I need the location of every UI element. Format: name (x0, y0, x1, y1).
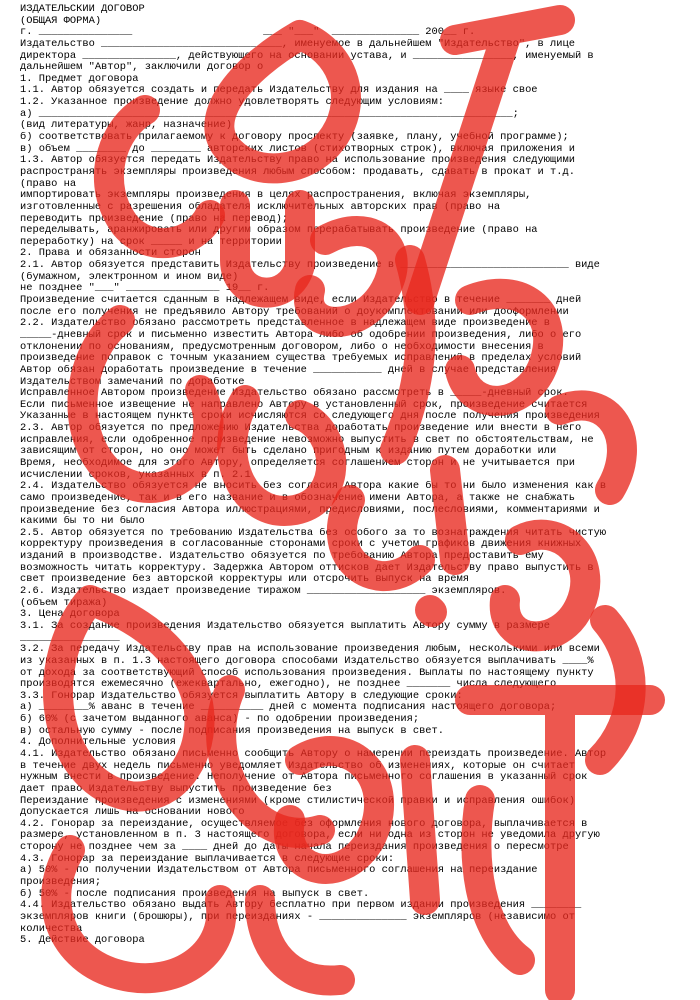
document-line: 3.3. Гонорар Издательство обязуется выплатить Автору в следующие сроки: (20, 690, 463, 702)
document-line: Издательство _____________________________, именуемое в дальнейшем "Издательство", в лице (20, 38, 575, 50)
document-line: 1. Предмет договора (20, 73, 139, 85)
document-line: 1.1. Автор обязуется создать и передать Издательству для издания на ____ языке свое (20, 85, 538, 97)
document-line: 4. Дополнительные условия (20, 737, 176, 749)
document-line: производятся ежемесячно (ежеквартально, ежегодно), не позднее _______ числа следующего (20, 679, 557, 691)
document-line: произведение без согласия Автора иллюстрациями, предисловиями, послесловиями, комментариями и (20, 504, 600, 516)
document-line: Указанные в настоящем пункте сроки исчисляются со следующего дня после получения произведения (20, 411, 600, 423)
document-line: отклонении по основаниям, предусмотренным договором, либо о необходимости внесения в (20, 341, 544, 353)
document-line: количества (20, 923, 83, 935)
document-line: само произведение, так и в его название и в обозначение имени Автора, а также не снабжать (20, 492, 575, 504)
document-line: 1.3. Автор обязуется передать Издательству право на использование произведения следующими (20, 155, 575, 167)
document-line: а) ________% аванс в течение __________ дней с момента подписания настоящего договора; (20, 702, 557, 714)
document-line: 2.3. Автор обязуется по предложению Издательства доработать произведение или внести в него (20, 423, 582, 435)
document-line: (вид литературы, жанр, назначение) (20, 120, 233, 132)
document-line: переработку) на срок _____ и на территории (20, 236, 282, 248)
document-line: (право на (20, 178, 77, 190)
document-line: переводить произведение (право на перевод); (20, 213, 289, 225)
document-line: в) объем ________ до ________ авторских листов (стихотворных строк), включая приложения и (20, 143, 575, 155)
document-line: Издательством замечаний по доработке (20, 376, 245, 388)
document-line: распространять экземпляры произведения любым способом: продавать, сдавать в прокат и т.д. (20, 166, 575, 178)
document-line: 2. Права и обязанности сторон (20, 248, 201, 260)
document-line: 3. Цена договора (20, 609, 120, 621)
document-line: Если письменное извещение не направлено Автору в установленный срок, произведение считается (20, 399, 588, 411)
document-line: переделывать, аранжировать или другим образом перерабатывать произведение (право на (20, 225, 538, 237)
document-line: свет произведение без авторской корректуры или отсрочить выпуск на время (20, 574, 469, 586)
document-line: 4.3. Гонорар за переиздание выплачивается в следующие сроки: (20, 853, 395, 865)
document-line: 5. Действие договора (20, 935, 145, 947)
document-line: не позднее "___" _______________ 19__ г. (20, 283, 270, 295)
document-line: допускается лишь на основании нового (20, 807, 245, 819)
document-line: а) ____________________________________________________________________________; (20, 108, 519, 120)
document-line: возможность читать корректуру. Задержка Автором оттисков дает Издательству право выпустить в (20, 562, 594, 574)
document-line: из указанных в п. 1.3 настоящего договора способами Издательство обязуется выплачивать ____% (20, 655, 594, 667)
document-line: 2.1. Автор обязуется представить Издательству произведение в ___________________________ виде (20, 260, 600, 272)
document-line: исчислении сроков, указанных в п. 2.1 (20, 469, 251, 481)
document-line: дает право Издательству выпустить произведение без (20, 783, 332, 795)
document-line: 3.1. За создание произведения Издательство обязуется выплатить Автору сумму в размере (20, 620, 551, 632)
document-line: 1.2. Указанное произведение должно удовлетворять следующим условиям: (20, 97, 445, 109)
document-line: 4.4. Издательство обязано выдать Автору бесплатно при первом издании произведения ________ (20, 900, 582, 912)
document-line: 2.5. Автор обязуется по требованию Издательства без особого за то вознаграждения читать чистую (20, 527, 607, 539)
document-line: б) соответствовать прилагаемому к договору проспекту (заявке, плану, учебной программе); (20, 132, 569, 144)
document-line: сторону не позднее чем за ____ дней до даты начала переиздания произведения о пересмотре (20, 842, 569, 854)
document-line: б) 50% - после подписания произведения на выпуск в свет. (20, 888, 370, 900)
document-line: Переиздание произведения с изменениями (кроме стилистической правки и исправления ошибок) (20, 795, 575, 807)
document-line: (бумажном, электронном и ином виде) (20, 271, 239, 283)
document-line: изготовленные с разрешения обладателя исключительных авторских прав (право на (20, 201, 501, 213)
document-line: какими бы то ни было (20, 516, 145, 528)
document-line: ________________ (20, 632, 120, 644)
document-line: импортировать экземпляры произведения в целях распространения, включая экземпляры, (20, 190, 532, 202)
document-line: корректуру произведения в согласованные сторонами сроки с учетом графиков движения книжных (20, 539, 582, 551)
document-line: Исправленное Автором произведение Издательство обязано рассмотреть в _____-дневный срок. (20, 388, 569, 400)
document-line: 2.4. Издательство обязуется не вносить без согласия Автора какие бы то ни было изменения как в (20, 481, 607, 493)
document-line: зависящим от сторон, но оно может быть сделано пригодным к изданию путем доработки или (20, 446, 557, 458)
document-line: _____-дневный срок и письменно известить Автора либо об одобрении произведения, либо о его (20, 329, 582, 341)
document-line: Автор обязан доработать произведение в течение ___________ дней в случае представления (20, 364, 557, 376)
document-line: изданий в производстве. Издательство обязуется по требованию Автора предоставить ему (20, 551, 544, 563)
document-line: 3.2. За передачу Издательству прав на использование произведения любым, несколькими или всеми (20, 644, 600, 656)
document-line: экземпляров книги (брошюры), при переизданиях - ______________ экземпляров (независимо от (20, 911, 575, 923)
document-line: (объем тиража) (20, 597, 108, 609)
document-line: 2.2. Издательство обязано рассмотреть представленное в надлежащем виде произведение в (20, 318, 551, 330)
document-line: директора _______________, действующего на основании устава, и ________________, именуемый в (20, 50, 594, 62)
document-line: исправления, если одобренное произведение невозможно выпустить в свет по обстоятельствам, не (20, 434, 594, 446)
document-line: дальнейшем "Автор", заключили договор о (20, 62, 264, 74)
document-line: в течение двух недель письменно уведомляет Издательство об изменениях, которые он считает (20, 760, 575, 772)
document-line: г. _______________ ___ "___" ______________ 200__ г. (20, 27, 476, 39)
document-line: (ОБЩАЯ ФОРМА) (20, 15, 102, 27)
document-line: нужным внести в произведение. Неполучение от Автора письменного соглашения в указанный срок (20, 772, 588, 784)
document-line: произведения; (20, 877, 102, 889)
document-line: 4.1. Издательство обязано письменно сообщить Автору о намерении переиздать произведение. Автор (20, 749, 607, 760)
document-line: размере, установленном в п. 3 настоящего договора, если ни одна из сторон не уведомила другую (20, 830, 600, 842)
document-line: а) 50% - по получении Издательством от Автора письменного соглашения на переиздание (20, 865, 538, 877)
document-line: 2.6. Издательство издает произведение тиражом ___________________ экземпляров. (20, 586, 507, 598)
document-line: ИЗДАТЕЛЬСКИЙ ДОГОВОР (20, 4, 145, 15)
document-line: Время, необходимое для этого Автору, определяется соглашением сторон и не учитывается при (20, 457, 575, 469)
document-line: произведение поправок с точным указанием существа требуемых исправлений в пределах условий (20, 353, 582, 365)
document-line: в) остальную сумму - после подписания произведения на выпуск в свет. (20, 725, 445, 737)
document-line: б) 60% (с зачетом выданного аванса) - по одобрении произведения; (20, 714, 420, 726)
document-line: от дохода за соответствующий способ использования произведения. Выплаты по настоящему пункту (20, 667, 594, 679)
document-line: 4.2. Гонорар за переиздание, осуществляемое без оформления нового договора, выплачивается в (20, 818, 588, 830)
document-line: после его получения не предъявило Автору требований о доукомплектовании или дооформлении (20, 306, 569, 318)
document-line: Произведение считается сданным в надлежащем виде, если Издательство в течение _______ дней (20, 295, 582, 307)
